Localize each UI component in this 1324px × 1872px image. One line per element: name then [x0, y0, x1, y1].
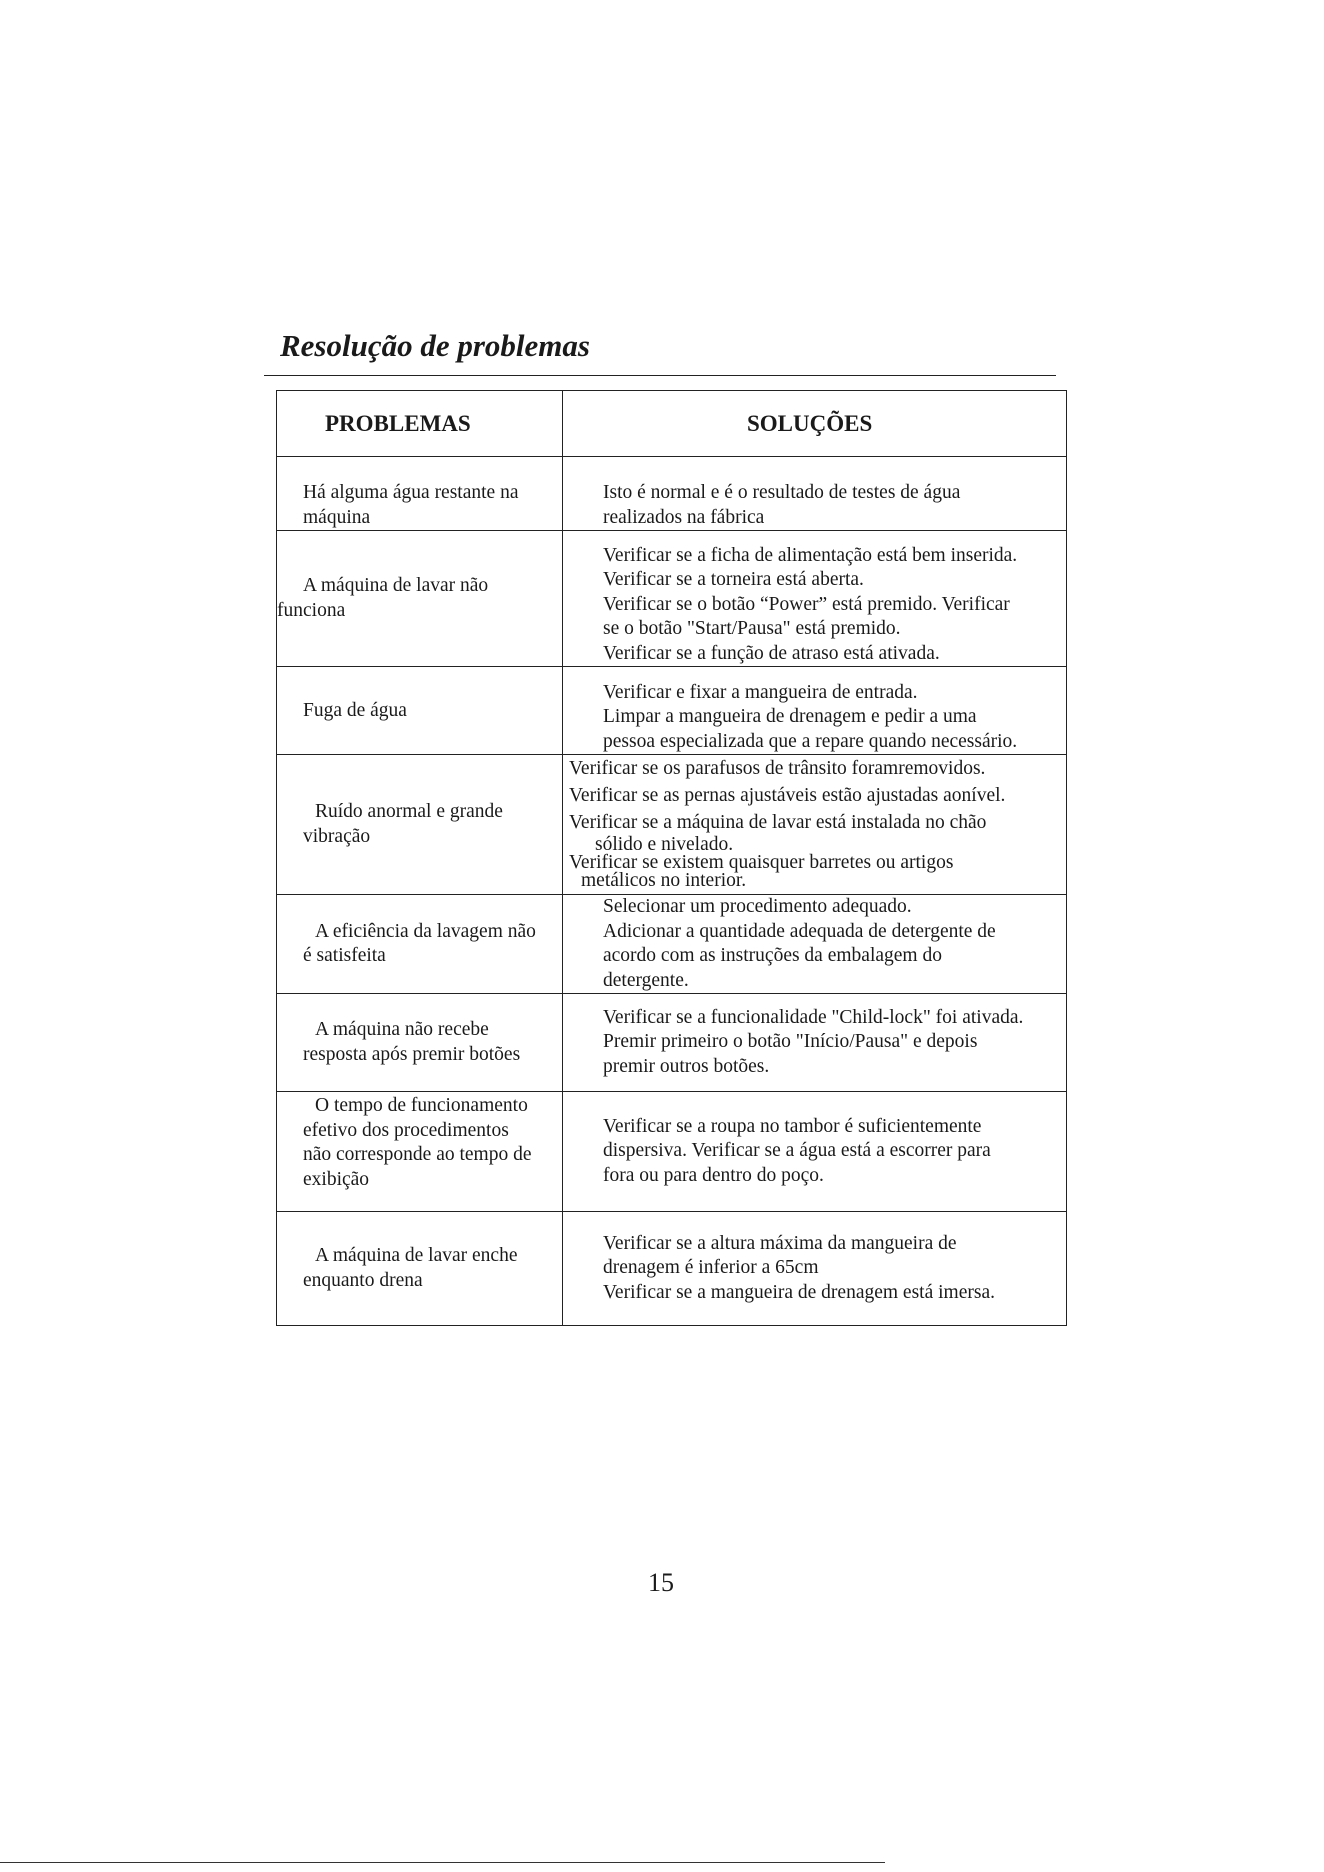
solution-line: Verificar se a ficha de alimentação está bem inserida. [603, 544, 1018, 566]
solution-line: Verificar e fixar a mangueira de entrada. [603, 681, 918, 703]
problem-cell [277, 1212, 563, 1326]
solution-line: detergente. [603, 969, 689, 991]
solution-cell [563, 531, 1067, 667]
table-row [277, 1092, 1067, 1212]
problem-line: A eficiência da lavagem não [315, 920, 536, 942]
table-row [277, 667, 1067, 755]
problem-cell [277, 1092, 563, 1212]
solution-line: fora ou para dentro do poço. [603, 1164, 824, 1186]
problem-line: não corresponde ao tempo de [303, 1144, 532, 1165]
solution-line: Verificar se a torneira está aberta. [603, 569, 864, 590]
problem-line: máquina [303, 506, 371, 528]
problem-line: exibição [303, 1168, 370, 1190]
solution-cell [563, 895, 1067, 994]
problem-line: Há alguma água restante na [303, 482, 519, 503]
problem-line: efetivo dos procedimentos [303, 1119, 509, 1141]
solution-line: dispersiva. Verificar se a água está a escorrer para [603, 1140, 991, 1162]
solution-cell [563, 457, 1067, 531]
problem-line: A máquina de lavar enche [315, 1245, 518, 1266]
solution-line: pessoa especializada que a repare quando necessário. [603, 730, 1018, 752]
solution-line: sólido e nivelado. [595, 834, 734, 855]
table-row [277, 457, 1067, 531]
bottom-divider [0, 1862, 885, 1863]
solution-line: metálicos no interior. [581, 870, 747, 891]
solution-line: Verificar se existem quaisquer barretes ou artigos [569, 852, 954, 873]
solution-line: Adicionar a quantidade adequada de detergente de [603, 920, 996, 942]
solution-cell [563, 755, 1067, 895]
solution-line: Isto é normal e é o resultado de testes de água [603, 482, 961, 503]
header-solutions: SOLUÇÕES [563, 391, 1067, 457]
problem-cell [277, 531, 563, 667]
solution-line: Limpar a mangueira de drenagem e pedir a uma [603, 706, 977, 727]
solution-line: Verificar se a função de atraso está ativada. [603, 642, 940, 664]
solution-line: premir outros botões. [603, 1055, 770, 1077]
problem-cell [277, 755, 563, 895]
problem-cell [277, 667, 563, 755]
solution-line: Verificar se a altura máxima da mangueira de [603, 1232, 957, 1254]
problem-cell [277, 457, 563, 531]
problem-line: funciona [277, 599, 346, 621]
problem-line: Ruído anormal e grande [315, 801, 503, 822]
problem-line: resposta após premir botões [303, 1043, 521, 1065]
table-header-row [277, 391, 1067, 457]
table-row [277, 1212, 1067, 1326]
table-row [277, 994, 1067, 1092]
problem-line: O tempo de funcionamento [315, 1095, 528, 1116]
table-row [277, 531, 1067, 667]
page-number: 15 [648, 1568, 674, 1597]
solution-line: Verificar se a roupa no tambor é suficientemente [603, 1115, 982, 1137]
troubleshooting-table [276, 390, 1067, 1326]
solution-line: Verificar se a mangueira de drenagem está imersa. [603, 1281, 995, 1303]
solution-line: Verificar se a máquina de lavar está instalada no chão [569, 812, 987, 833]
solution-line: acordo com as instruções da embalagem do [603, 945, 942, 966]
problem-line: A máquina não recebe [315, 1019, 489, 1040]
problem-cell [277, 895, 563, 994]
solution-line: drenagem é inferior a 65cm [603, 1257, 819, 1279]
solution-line: Verificar se o botão “Power” está premido. Verificar [603, 593, 1010, 615]
solution-line: Verificar se as pernas ajustáveis estão ajustadas aonível. [569, 785, 1006, 806]
title-underline [264, 375, 1056, 376]
solution-cell [563, 667, 1067, 755]
solution-line: se o botão "Start/Pausa" está premido. [603, 618, 901, 639]
table-row [277, 895, 1067, 994]
problem-line: vibração [303, 825, 371, 847]
problem-line: é satisfeita [303, 945, 386, 966]
solution-cell [563, 1092, 1067, 1212]
problem-line: A máquina de lavar não [303, 575, 489, 596]
solution-line: Premir primeiro o botão "Início/Pausa" e depois [603, 1031, 978, 1053]
problem-line: Fuga de água [303, 700, 407, 721]
table-row [277, 755, 1067, 895]
solution-line: Verificar se os parafusos de trânsito foramremovidos. [569, 758, 986, 779]
solution-cell [563, 994, 1067, 1092]
problem-cell [277, 994, 563, 1092]
page-title: Resolução de problemas [280, 328, 590, 363]
problem-line: enquanto drena [303, 1269, 423, 1291]
solution-cell [563, 1212, 1067, 1326]
header-problems: PROBLEMAS [277, 391, 563, 457]
solution-line: Selecionar um procedimento adequado. [603, 896, 912, 917]
solution-line: Verificar se a funcionalidade "Child-lock" foi ativada. [603, 1006, 1024, 1028]
solution-line: realizados na fábrica [603, 506, 765, 528]
